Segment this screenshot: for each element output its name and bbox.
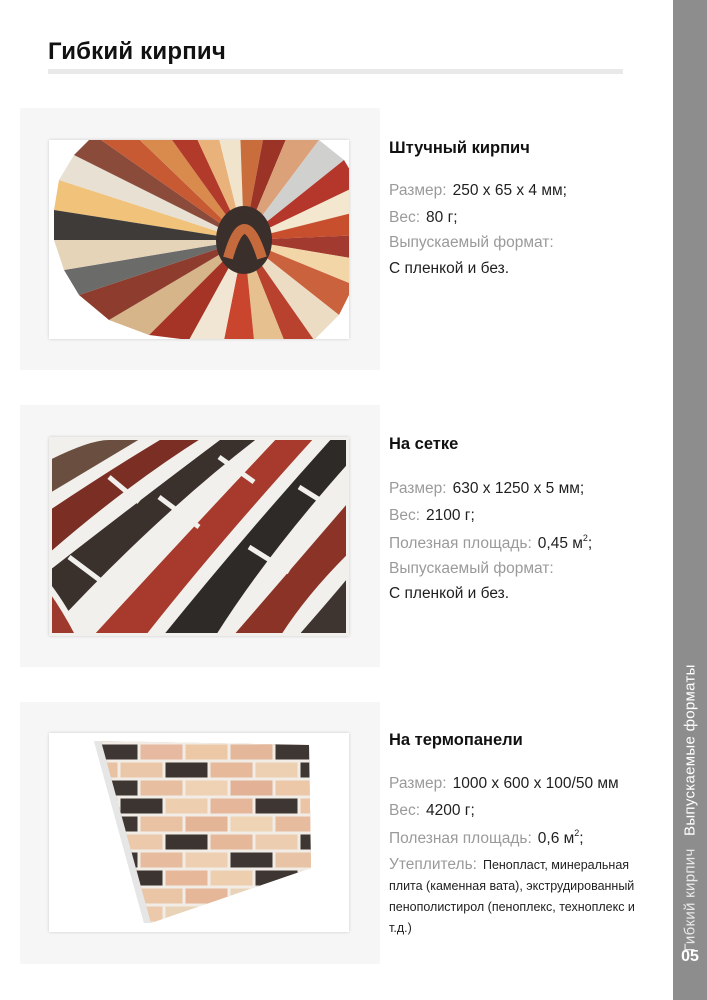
- page-title: Гибкий кирпич: [48, 38, 226, 65]
- spec-area-value: [538, 830, 584, 847]
- spec-weight: [389, 802, 475, 820]
- spec-weight-label: Вес:: [389, 209, 421, 226]
- spec-weight-label: Вес:: [389, 507, 421, 524]
- spec-weight-value: 80 г;: [426, 209, 458, 226]
- spec-format-value: С пленкой и без.: [389, 260, 510, 277]
- photo-brick-on-mesh: [49, 437, 349, 636]
- spec-area-label: Полезная площадь:: [389, 535, 532, 552]
- spec-weight-value: 2100 г;: [426, 507, 475, 524]
- spec-area-suffix: ;: [587, 535, 593, 552]
- spec-area: [389, 535, 592, 553]
- page-number: 05: [681, 948, 699, 965]
- spec-insulation-value: Пенопласт, минеральная плита (каменная вата), экструдированный пенополистирол (пеноплекс, техноплекс и т.д.): [389, 858, 635, 935]
- spec-insulation-label: Утеплитель:: [389, 856, 477, 873]
- spec-area-sup: 2: [574, 828, 580, 838]
- spec-size-value: 1000 х 600 х 100/50 мм: [452, 775, 619, 792]
- spec-size-label: Размер:: [389, 182, 447, 199]
- spec-area-suffix: ;: [579, 830, 584, 847]
- spec-weight-label: Вес:: [389, 802, 421, 819]
- thermal-panel-icon: [49, 733, 349, 932]
- title-divider: [48, 69, 623, 74]
- spec-area-value: [538, 535, 592, 552]
- section-title-mesh: На сетке: [389, 435, 459, 453]
- spec-size-label: Размер:: [389, 480, 447, 497]
- section-title-thermal: На термопанели: [389, 731, 523, 749]
- spec-size: [389, 480, 584, 498]
- spec-format-value: С пленкой и без.: [389, 585, 510, 602]
- fan-of-brick-tiles-icon: [49, 140, 349, 339]
- spec-size: [389, 775, 619, 793]
- spec-insulation: [389, 854, 659, 939]
- brick-on-mesh-icon: [49, 437, 349, 636]
- spec-size: [389, 182, 567, 200]
- spec-format-label: [389, 560, 554, 578]
- side-caption: [682, 664, 699, 951]
- photo-single-brick: [49, 140, 349, 339]
- photo-thermal-panel: [49, 733, 349, 932]
- spec-area-label: Полезная площадь:: [389, 830, 532, 847]
- spec-format-label-text: Выпускаемый формат:: [389, 234, 554, 251]
- spec-area-sup: 2: [582, 533, 588, 543]
- spec-weight-value: 4200 г;: [426, 802, 475, 819]
- spec-size-value: 630 х 1250 х 5 мм;: [452, 480, 585, 497]
- section-title-single: Штучный кирпич: [389, 139, 530, 157]
- spec-area-number: 0,45 м: [537, 535, 583, 552]
- side-caption-strong: Выпускаемые форматы: [681, 664, 699, 836]
- spec-weight: [389, 209, 458, 227]
- spec-area-number: 0,6 м: [537, 830, 575, 847]
- spec-format-label: [389, 234, 554, 252]
- spec-area: [389, 830, 584, 848]
- spec-weight: [389, 507, 475, 525]
- spec-format-label-text: Выпускаемый формат:: [389, 560, 554, 577]
- spec-size-value: 250 х 65 х 4 мм;: [452, 182, 567, 199]
- side-caption-light: Гибкий кирпич: [681, 848, 699, 952]
- spec-size-label: Размер:: [389, 775, 447, 792]
